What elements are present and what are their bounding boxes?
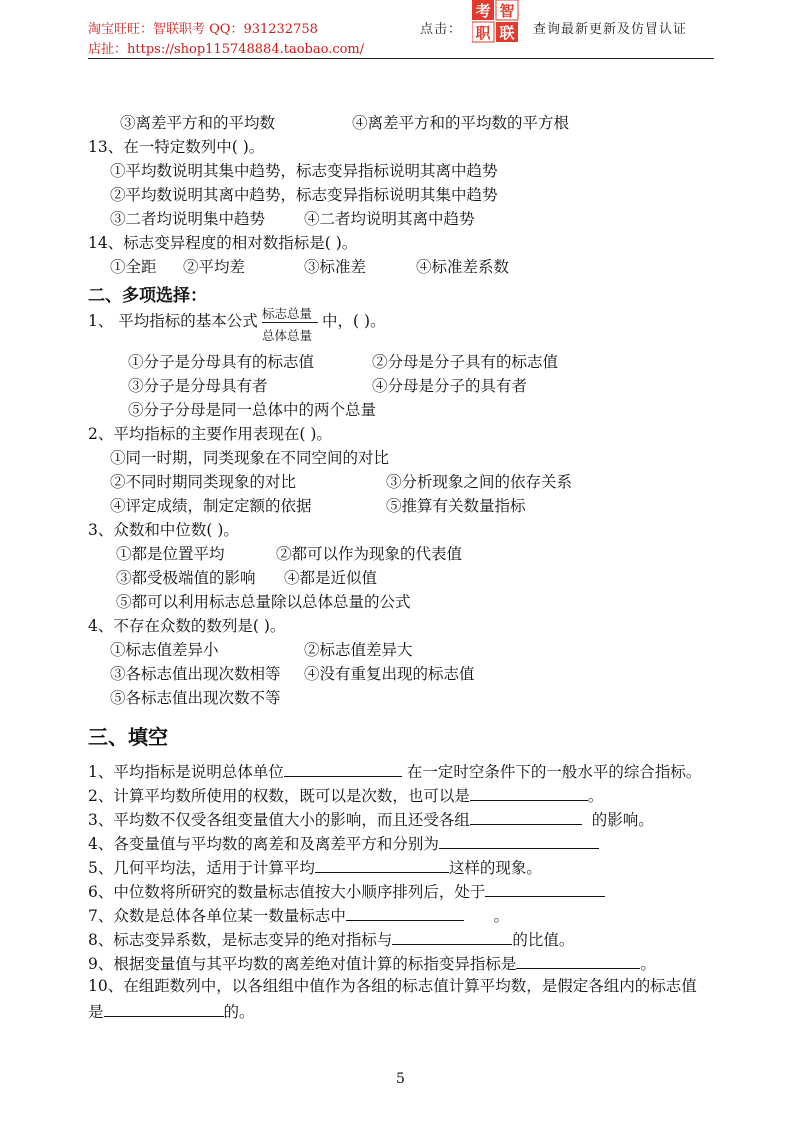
question-stem-14: 14、标志变异程度的相对数指标是( )。 [88,234,358,252]
option-line: ①都是位置平均 [116,545,225,563]
zhilian-logo-icon [472,0,520,44]
option-line: ④标准差系数 [416,258,510,276]
page-number: 5 [396,1071,405,1087]
fill-question-2 [88,785,603,805]
fill-question-4 [88,833,599,853]
fill-question-5 [88,857,542,877]
option-line: ①标志值差异小 [110,641,219,659]
option-line: ①平均数说明其集中趋势，标志变异指标说明其离中趋势 [110,162,498,180]
question-stem-2-4: 4、不存在众数的数列是( )。 [88,617,286,635]
option-line: ②标志值差异大 [304,641,413,659]
formula-denominator: 总体总量 [262,328,313,343]
fill-text: 。 [587,787,604,805]
option-line: ③分子是分母具有者 [128,377,268,395]
option-line: ②分母是分子具有的标志值 [372,353,559,371]
fill-text: 2、计算平均数所使用的权数，既可以是次数，也可以是 [88,787,470,805]
zhilian-logo[interactable] [472,0,520,44]
option-line: ④评定成绩，制定定额的依据 [110,497,312,515]
question-stem-2-3: 3、众数和中位数( )。 [88,521,239,539]
fill-text: 。 [640,955,656,973]
fill-question-9 [88,953,656,973]
fill-question-1 [88,761,701,781]
option-line: ②平均差 [183,258,246,276]
fill-text: 4、各变量值与平均数的离差和及离差平方和分别为 [88,835,439,853]
fill-text: 在一定时空条件下的一般水平的综合指标。 [406,763,702,781]
answer-blank[interactable] [439,833,599,849]
option-line: ③都受极端值的影响 [116,569,256,587]
answer-blank[interactable] [516,953,640,969]
header-divider [88,58,714,59]
fill-text: 3、平均数不仅受各组变量值大小的影响，而且还受各组 [88,811,470,829]
svg-text:智: 智 [499,2,515,20]
option-line: ④都是近似值 [284,569,378,587]
answer-blank[interactable] [346,905,464,921]
fill-text: 6、中位数将所研究的数量标志值按大小顺序排列后，处于 [88,883,486,901]
section-title-fill-blank: 三、填空 [88,725,168,749]
answer-blank[interactable] [470,809,582,825]
fill-text: 1、平均指标是说明总体单位 [88,763,284,781]
question-stem-2-2: 2、平均指标的主要作用表现在( )。 [88,425,332,443]
option-line: ①同一时期，同类现象在不同空间的对比 [110,449,390,467]
answer-blank[interactable] [284,761,402,777]
fill-question-3 [88,809,654,829]
option-line: ④二者均说明其离中趋势 [304,210,475,228]
fill-text: 。 [493,907,509,925]
option-line: ⑤都可以利用标志总量除以总体总量的公式 [116,593,411,611]
svg-text:联: 联 [499,24,515,42]
formula-fraction-bar [262,322,318,323]
option-line: ④离差平方和的平均数的平方根 [352,114,570,132]
svg-text:职: 职 [475,24,491,42]
answer-blank[interactable] [392,929,512,945]
option-line: ③离差平方和的平均数 [120,114,276,132]
fill-text: 这样的现象。 [448,859,542,877]
formula-numerator: 标志总量 [262,306,313,321]
header-shop-link[interactable]: 店扯：https://shop115748884.taobao.com/ [88,42,365,57]
answer-blank[interactable] [104,1001,224,1017]
fill-text: 是 [88,1003,104,1021]
option-line: ③各标志值出现次数相等 [110,665,281,683]
option-line: ④分母是分子的具有者 [372,377,528,395]
question-stem-13: 13、在一特定数列中( )。 [88,138,265,156]
svg-text:考: 考 [475,2,491,20]
option-line: ①全距 [110,258,157,276]
option-line: ③二者均说明集中趋势 [110,210,266,228]
fill-question-7 [88,905,509,925]
option-line: ⑤推算有关数量指标 [386,497,526,515]
option-line: ④没有重复出现的标志值 [304,665,475,683]
option-line: ②不同时期同类现象的对比 [110,473,297,491]
option-line: ②都可以作为现象的代表值 [276,545,463,563]
option-line: ③分析现象之间的依存关系 [386,473,573,491]
header-verify-text: 查询最新更新及仿冒认证 [533,22,688,37]
fill-question-8 [88,929,574,949]
option-line: ⑤各标志值出现次数不等 [110,689,281,707]
question-stem-2-1: 1、 平均指标的基本公式 [88,312,258,330]
header-shop-contact: 淘宝旺旺：智联职考 QQ：931232758 [88,22,318,37]
option-line: ②平均数说明其离中趋势，标志变异指标说明其集中趋势 [110,186,498,204]
fill-question-10: 10、在组距数列中，以各组组中值作为各组的标志值计算平均数，是假定各组内的标志值 [88,977,697,995]
fill-text: 的。 [223,1003,255,1021]
fill-text: 8、标志变异系数，是标志变异的绝对指标与 [88,931,393,949]
fill-text: 7、众数是总体各单位某一数量标志中 [88,907,346,925]
answer-blank[interactable] [470,785,588,801]
option-line: ①分子是分母具有的标志值 [128,353,315,371]
section-title-multiple-choice: 二、多项选择： [88,286,207,306]
fill-question-10-cont [88,1001,255,1021]
fill-text: 5、几何平均法，适用于计算平均 [88,859,315,877]
answer-blank[interactable] [315,857,449,873]
option-line: ③标准差 [304,258,367,276]
option-line: ⑤分子分母是同一总体中的两个总量 [128,401,377,419]
fill-text: 的比值。 [512,931,575,949]
fill-question-6 [88,881,605,901]
fill-text: 的影响。 [591,811,654,829]
answer-blank[interactable] [485,881,605,897]
question-stem-2-1-tail: 中，( )。 [322,312,386,330]
header-click-label: 点击： [420,22,463,37]
fill-text: 9、根据变量值与其平均数的离差绝对值计算的标指变异指标是 [88,955,517,973]
